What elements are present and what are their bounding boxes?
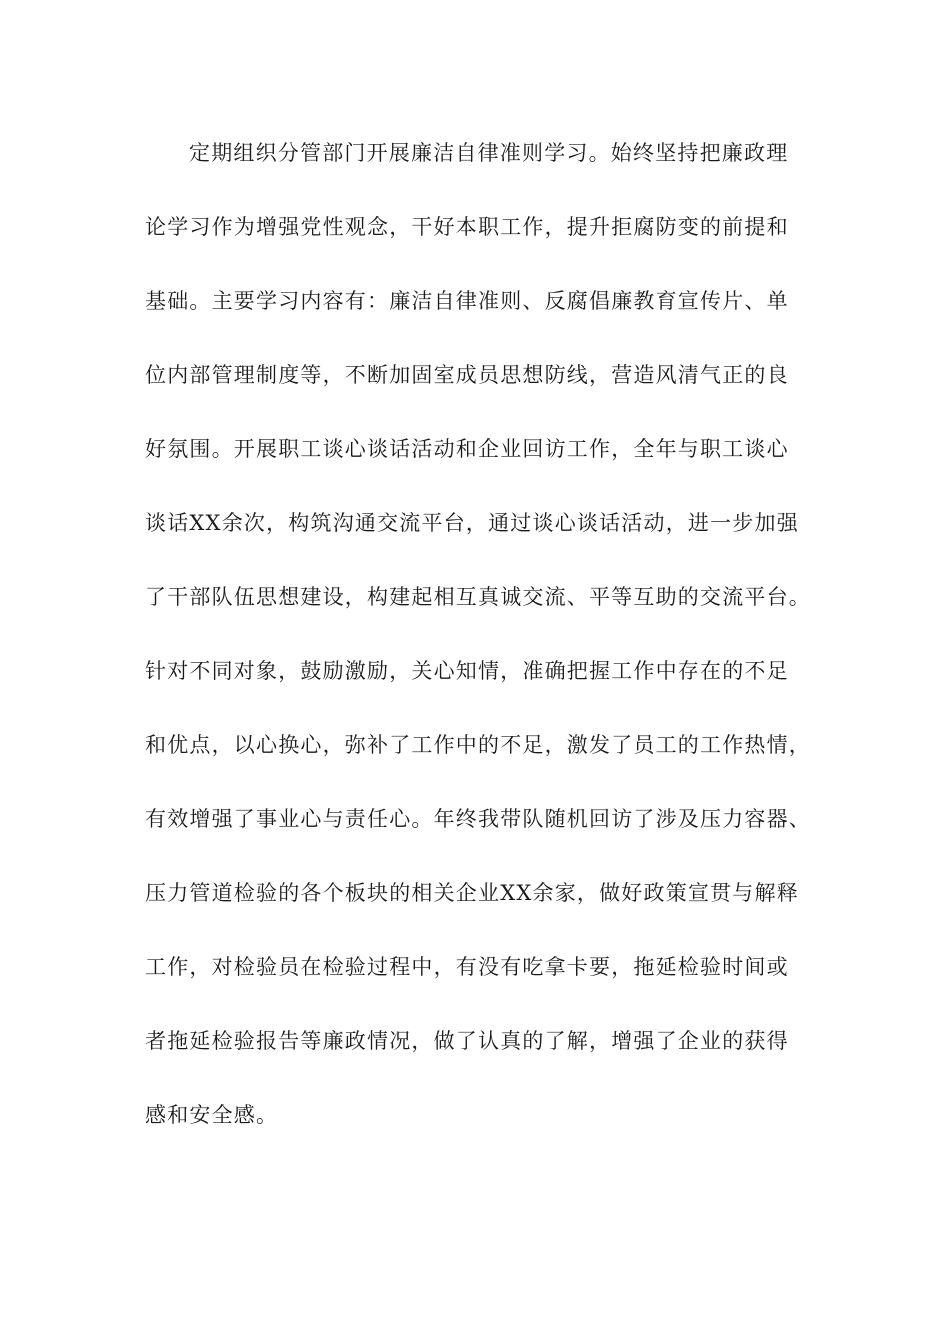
paragraph-line: 了干部队伍思想建设，构建起相互真诚交流、平等互助的交流平台。 [145, 585, 811, 609]
paragraph-line: 压力管道检验的各个板块的相关企业XX余家，做好政策宣贯与解释 [145, 881, 799, 905]
paragraph-line: 论学习作为增强党性观念，干好本职工作，提升拒腐防变的前提和 [145, 215, 789, 239]
paragraph-line: 谈话XX余次，构筑沟通交流平台，通过谈心谈话活动，进一步加强 [145, 511, 799, 535]
paragraph-line: 感和安全感。 [145, 1103, 279, 1127]
body-paragraph [145, 131, 815, 1167]
paragraph-line: 有效增强了事业心与责任心。年终我带队随机回访了涉及压力容器、 [145, 807, 811, 831]
paragraph-line: 和优点，以心换心，弥补了工作中的不足，激发了员工的工作热情， [145, 733, 811, 757]
paragraph-line: 基础。主要学习内容有：廉洁自律准则、反腐倡廉教育宣传片、单 [145, 289, 789, 313]
paragraph-line: 针对不同对象，鼓励激励，关心知情，准确把握工作中存在的不足 [145, 659, 789, 683]
paragraph-line: 定期组织分管部门开展廉洁自律准则学习。始终坚持把廉政理 [189, 141, 789, 165]
paragraph-line: 好氛围。开展职工谈心谈话活动和企业回访工作，全年与职工谈心 [145, 437, 789, 461]
paragraph-line: 位内部管理制度等，不断加固室成员思想防线，营造风清气正的良 [145, 363, 789, 387]
paragraph-line: 者拖延检验报告等廉政情况，做了认真的了解，增强了企业的获得 [145, 1029, 789, 1053]
paragraph-line: 工作，对检验员在检验过程中，有没有吃拿卡要，拖延检验时间或 [145, 955, 789, 979]
